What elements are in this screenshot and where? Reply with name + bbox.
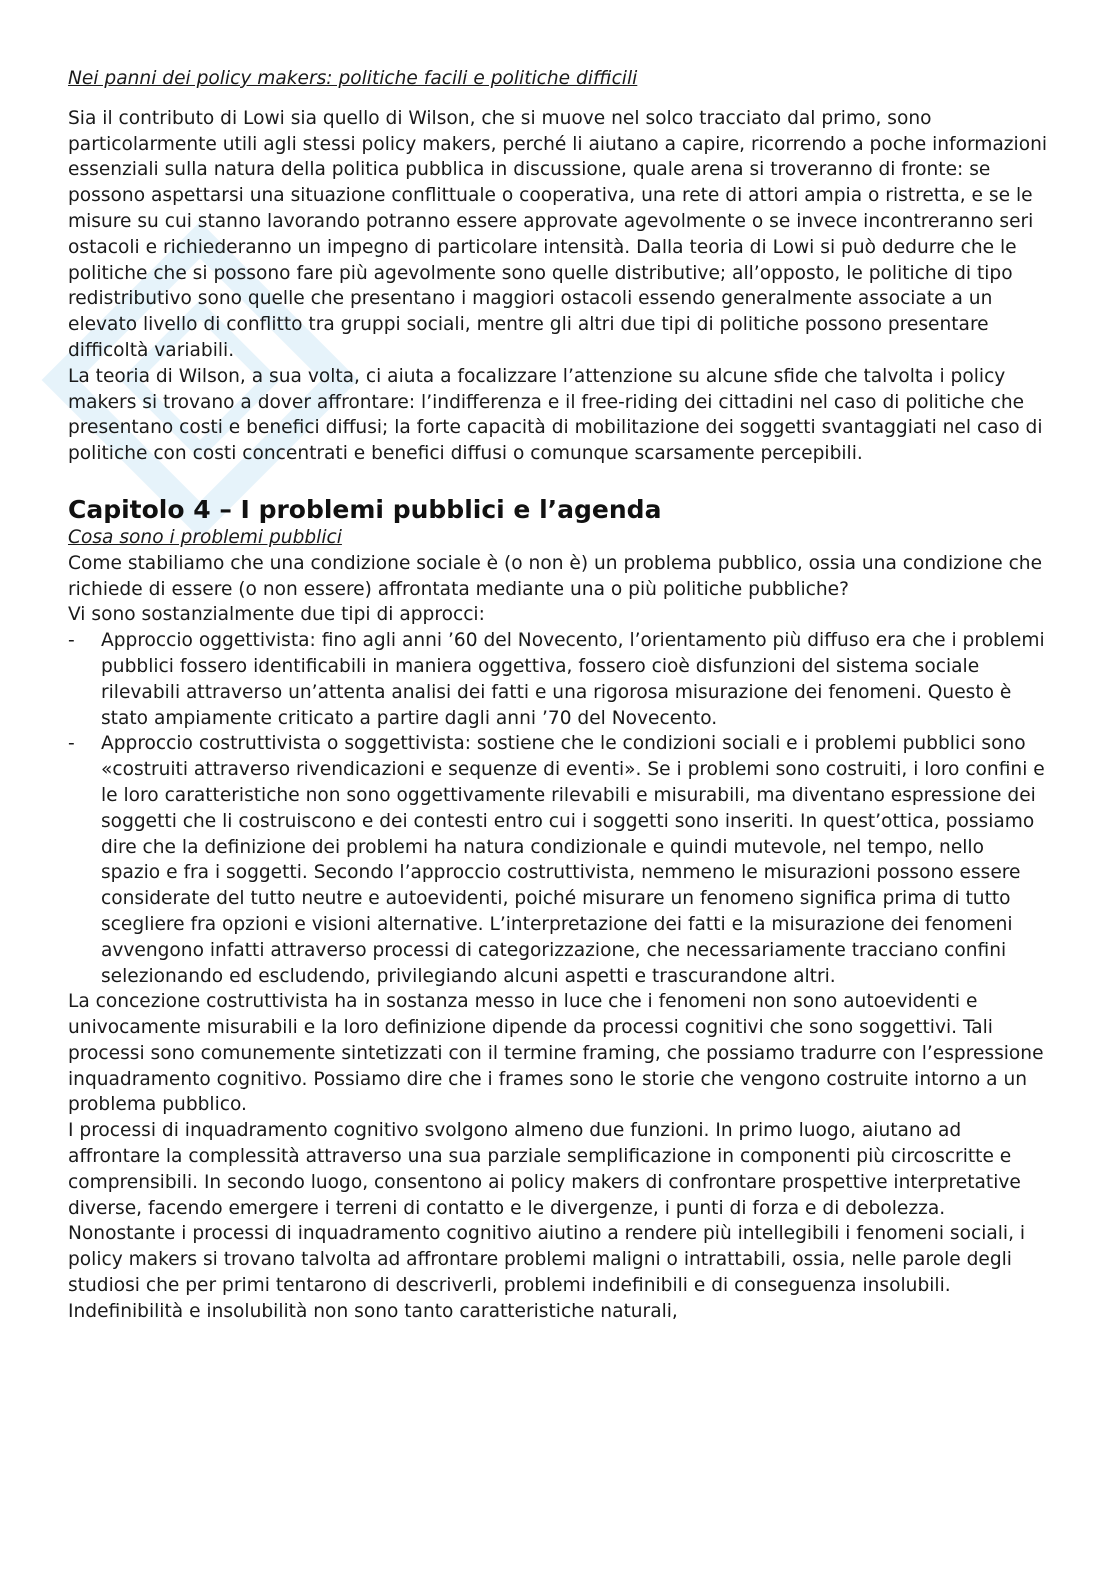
list-item-text: Approccio costruttivista o soggettivista: sostiene che le condizioni sociali e i problemi pubblici sono «costruiti attraverso rivendicazioni e sequenze di eventi». Se i problemi sono costruiti, i loro confini e le loro caratteristiche non sono oggettivamente rilevabili e misurabili, ma diventano espressione dei soggetti che li costruiscono e dei contesti entro cui i soggetti sono inseriti. In quest’ottica, possiamo dire che la definizione dei problemi ha natura condizionale e quindi mutevole, nel tempo, nello spazio e fra i soggetti. Secondo l’approccio costruttivista, nemmeno le misurazioni possono essere considerate del tutto neutre e autoevidenti, poiché misurare un fenomeno significa prima di tutto scegliere fra opzioni e visioni alternative. L’interpretazione dei fatti e la misurazione dei fenomeni avvengono infatti attraverso processi di categorizzazione, che necessariamente tracciano confini selezionando ed escludendo, privilegiando alcuni aspetti e trascurandone altri. <box>101 733 1045 987</box>
paragraph-framing-functions: I processi di inquadramento cognitivo svolgono almeno due funzioni. In primo luogo, aiutano ad affrontare la complessità attraverso una sua parziale semplificazione in componenti più circoscritte e comprensibili. In secondo luogo, consentono ai policy makers di confrontare prospettive interpretative diverse, facendo emergere i terreni di contatto e le divergenze, i punti di forza e di debolezza. <box>68 1120 1021 1219</box>
paragraph-lowi-wilson: Sia il contributo di Lowi sia quello di Wilson, che si muove nel solco tracciato dal primo, sono particolarmente utili agli stessi policy makers, perché li aiutano a capire, ricorrendo a poche informazioni essenziali sulla natura della politica pubblica in discussione, quale arena si troveranno di fronte: se possono aspettarsi una situazione conflittuale o cooperativa, una rete di attori ampia o ristretta, e se le misure su cui stanno lavorando potranno essere approvate agevolmente o se invece incontreranno seri ostacoli e richiederanno un impegno di particolare intensità. Dalla teoria di Lowi si può dedurre che le politiche che si possono fare più agevolmente sono quelle distributive; all’opposto, le politiche di tipo redistributivo sono quelle che presentano i maggiori ostacoli essendo generalmente associate a un elevato livello di conflitto tra gruppi sociali, mentre gli altri due tipi di politiche possono presentare difficoltà variabili. <box>68 107 1048 361</box>
paragraph-wilson-theory: La teoria di Wilson, a sua volta, ci aiuta a focalizzare l’attenzione su alcune sfide che talvolta i policy makers si trovano a dover affrontare: l’indifferenza e il free-riding dei cittadini nel caso di politiche che presentano costi e benefici diffusi; la forte capacità di mobilitazione dei soggetti svantaggiati nel caso di politiche con costi concentrati e benefici diffusi o comunque scarsamente percepibili. <box>68 365 1043 465</box>
list-item-text: Approccio oggettivista: fino agli anni ’60 del Novecento, l’orientamento più diffuso era che i problemi pubblici fossero identificabili in maniera oggettiva, fossero cioè disfunzioni del sistema sociale rilevabili attraverso un’attenta analisi dei fatti e una rigorosa misurazione dei fenomeni. Questo è stato ampiamente criticato a partire dagli anni ’70 del Novecento. <box>101 630 1045 729</box>
chapter-subtitle: Cosa sono i problemi pubblici <box>68 526 342 548</box>
section-subtitle-policy-makers: Nei panni dei policy makers: politiche facili e politiche difficili <box>68 68 638 89</box>
paragraph-wicked-problems: Nonostante i processi di inquadramento cognitivo aiutino a rendere più intellegibili i fenomeni sociali, i policy makers si trovano talvolta ad affrontare problemi maligni o intrattabili, ossia, nelle parole degli studiosi che per primi tentarono di descriverli, problemi indefinibili e di conseguenza insolubili. Indefinibilità e insolubilità non sono tanto caratteristiche naturali, <box>68 1223 1026 1322</box>
document-page <box>68 66 1048 1325</box>
list-marker: - <box>68 630 75 652</box>
list-item-constructivist <box>68 731 1048 989</box>
list-marker: - <box>68 733 75 755</box>
paragraph-intro-question: Come stabiliamo che una condizione sociale è (o non è) un problema pubblico, ossia una condizione che richiede di essere (o non essere) affrontata mediante una o più politiche pubbliche? <box>68 552 1043 600</box>
list-item-objectivist <box>68 628 1048 731</box>
paragraph-intro-approaches: Vi sono sostanzialmente due tipi di approcci: <box>68 604 485 626</box>
paragraph-framing: La concezione costruttivista ha in sostanza messo in luce che i fenomeni non sono autoevidenti e univocamente misurabili e la loro definizione dipende da processi cognitivi che sono soggettivi. Tali processi sono comunemente sintetizzati con il termine framing, che possiamo tradurre con l’espressione inquadramento cognitivo. Possiamo dire che i frames sono le storie che vengono costruite intorno a un problema pubblico. <box>68 991 1044 1116</box>
chapter-title: Capitolo 4 – I problemi pubblici e l’agenda <box>68 494 662 524</box>
approaches-list <box>68 628 1048 989</box>
